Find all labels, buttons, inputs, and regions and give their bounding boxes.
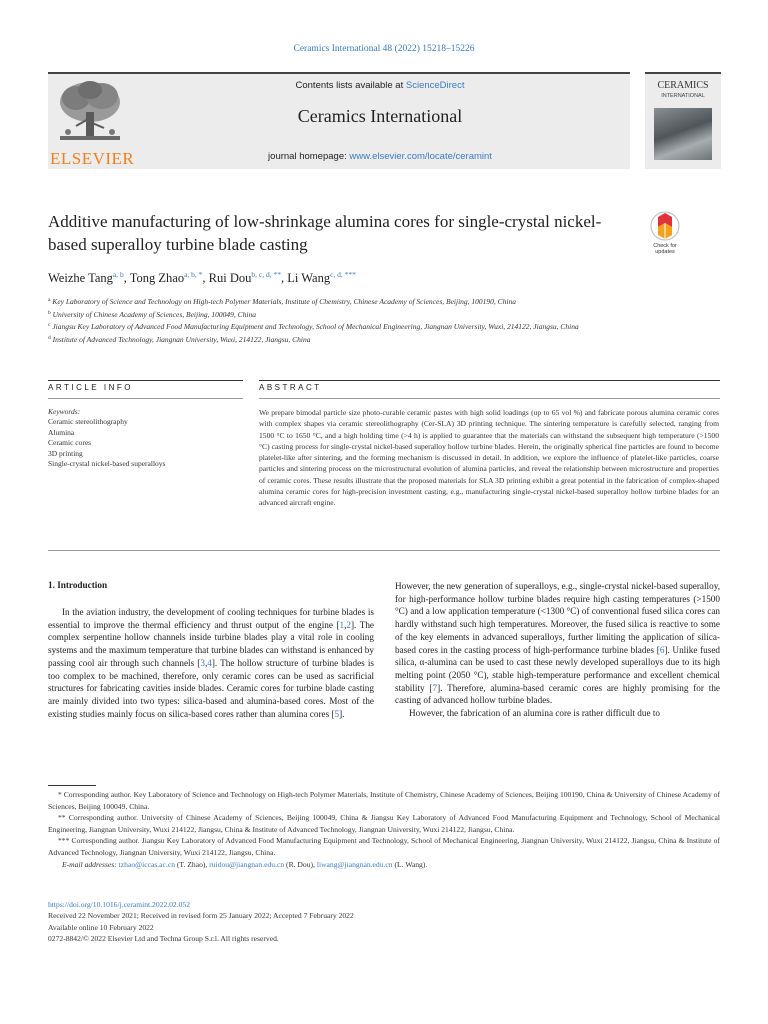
check-for-updates-button[interactable] <box>648 210 682 258</box>
elsevier-logo[interactable] <box>50 78 135 168</box>
article-info-subdivider <box>48 398 243 399</box>
affiliation-item <box>48 295 648 308</box>
abstract-heading: ABSTRACT <box>259 383 322 392</box>
author-list <box>48 270 688 286</box>
author-separator: , <box>123 271 130 285</box>
keyword-item: Ceramic stereolithography <box>48 417 128 426</box>
affiliation-mark: a <box>48 297 51 303</box>
keyword-item: 3D printing <box>48 448 83 458</box>
footnote-emails <box>48 859 720 871</box>
abstract-bottom-divider <box>48 550 720 551</box>
available-online-date: Available online 10 February 2022 <box>48 922 154 932</box>
intro-paragraph-1 <box>48 606 374 720</box>
email-link[interactable]: liwang@jiangnan.edu.cn <box>316 859 393 869</box>
intro-right-column <box>395 580 720 720</box>
contents-line <box>130 80 630 91</box>
text-run: In the aviation industry, the development of cooling techniques for turbine blades is essential to improve the thermal efficiency and thrust output of the engine [ <box>48 607 374 630</box>
affiliation-mark: c <box>48 322 51 328</box>
sciencedirect-link[interactable]: ScienceDirect <box>405 80 465 91</box>
elsevier-wordmark: ELSEVIER <box>50 149 135 168</box>
affiliation-mark: b <box>48 309 51 316</box>
journal-title[interactable]: Ceramics International <box>297 106 463 126</box>
reference-link[interactable]: 1 <box>339 619 345 630</box>
email-owner: (T. Zhao), <box>175 859 210 869</box>
text-run: ]. The hollow structure of turbine blades is too complex to be machined, therefore, only ceramic cores can be used as sacrificial structures for fabricating cavities inside blades. Ceramic cores for turbine blade casting are mainly divided into two types: silica-based and alumina-based cores. Most of the existing studies mainly focus on silica-based cores rather than alumina cores [ <box>48 657 374 719</box>
affiliation-mark: d <box>48 334 51 341</box>
homepage-label: journal homepage: <box>268 151 350 162</box>
affiliation-item <box>48 308 648 321</box>
email-label: E-mail addresses: <box>62 859 117 869</box>
email-owner: (L. Wang). <box>392 859 428 869</box>
author-separator: , <box>280 271 288 285</box>
text-run: ]. The complex serpentine hollow channels inside turbine blades play a vital role in cooling systems and the maximum temperature that turbine blades can withstand is enhanced by passing cool air through such channels [ <box>48 619 374 668</box>
article-title: Additive manufacturing of low-shrinkage alumina cores for single-crystal nickel-based superalloy turbine blade casting <box>48 212 602 254</box>
affiliation-item <box>48 320 648 333</box>
text-run: ]. <box>339 708 345 719</box>
keyword-item: Single-crystal nickel-based superalloys <box>48 459 166 468</box>
author-separator: , <box>202 271 209 285</box>
article-info-divider <box>48 380 243 381</box>
author-name[interactable]: Rui Dou <box>208 271 252 285</box>
reference-link[interactable]: 4 <box>207 657 212 668</box>
publication-info <box>48 899 720 944</box>
elsevier-tree-icon <box>54 78 126 148</box>
email-link[interactable]: ruidou@jiangnan.edu.cn <box>209 859 285 869</box>
author-affiliation-marks[interactable]: a, b, * <box>184 270 203 279</box>
homepage-link[interactable]: www.elsevier.com/locate/ceramint <box>349 151 492 162</box>
reference-link[interactable]: 6 <box>659 644 665 655</box>
author-name[interactable]: Weizhe Tang <box>48 271 113 285</box>
reference-link[interactable]: 2 <box>346 619 351 630</box>
affiliation-text: Key Laboratory of Science and Technology on High-tech Polymer Materials, Institute of Chemistry, Chinese Academy of Sciences, Beijing, 100190, China <box>50 297 516 306</box>
text-run: ]. Therefore, alumina-based ceramic cores are highly promising for the casting of advanced hollow turbine blades. <box>395 682 720 706</box>
received-dates: Received 22 November 2021; Received in revised form 25 January 2022; Accepted 7 February 2022 <box>48 911 354 921</box>
affiliation-text: Institute of Advanced Technology, Jiangnan University, Wuxi, 214122, Jiangsu, China <box>50 334 311 344</box>
journal-cover[interactable] <box>645 72 721 169</box>
keywords-list <box>48 417 238 470</box>
doi-link[interactable]: https://doi.org/10.1016/j.ceramint.2022.02.052 <box>48 900 191 909</box>
check-for-updates-icon <box>648 210 682 242</box>
keywords-label: Keywords: <box>48 407 81 416</box>
intro-paragraph-3: However, the fabrication of an alumina core is rather difficult due to <box>409 708 661 719</box>
reference-link[interactable]: 3 <box>200 657 205 668</box>
cover-title: CERAMICS <box>657 80 709 91</box>
abstract-divider <box>259 380 720 381</box>
affiliation-text: Jiangsu Key Laboratory of Advanced Food Manufacturing Equipment and Technology, School of Mechanical Engineering, Jiangnan University, Wuxi, 214122, Jiangsu, China <box>50 322 579 331</box>
article-info-heading: ARTICLE INFO <box>48 383 133 392</box>
author-affiliation-marks[interactable]: a, b <box>112 270 124 279</box>
affiliations <box>48 295 648 345</box>
contents-prefix: Contents lists available at <box>295 80 406 91</box>
footnote-corresponding-1: * Corresponding author. Key Laboratory of Science and Technology on High-tech Polymer Materials, Institute of Chemistry, Chinese Academy of Sciences, Beijing 100190, China & University of Chinese Academy of Sciences, Beijing 100049, China. <box>48 790 720 811</box>
affiliation-item <box>48 333 648 346</box>
intro-left-column <box>48 606 374 720</box>
author-affiliation-marks[interactable]: c, d, *** <box>330 270 356 279</box>
footnote-corresponding-3: *** Corresponding author. Jiangsu Key Laboratory of Advanced Food Manufacturing Equipment and Technology, School of Mechanical Engineering, Jiangnan University, Wuxi 214122, Jiangsu, China & Institute of Advanced Technology, Jiangnan University, Wuxi 214122, Jiangsu, China. <box>48 836 720 857</box>
intro-paragraph-2 <box>395 580 720 707</box>
author-affiliation-marks[interactable]: b, c, d, ** <box>251 270 281 279</box>
reference-link[interactable]: 5 <box>334 708 340 719</box>
footnotes <box>48 789 720 870</box>
text-run: However, the new generation of superalloys, e.g., single-crystal nickel-based superalloy, for high-performance hollow turbine blades require high casting temperatures (>1500 °C) and a low application temperature (<1300 °C) of conventional fused silica cores can hardly withstand such high temperatures. Moreover, the fused silica is reactive to some of the key elements in advanced superalloys, further limiting the application of silica-based cores in the casting process of high-performance turbine blades [ <box>395 581 720 655</box>
text-run: ]. Unlike fused silica, α-alumina can be used to cast these newly developed superalloys due to its high melting point (2050 °C), stable high-temperature performance and excellent chemical stability [ <box>395 644 720 693</box>
journal-homepage <box>130 151 630 162</box>
author-name[interactable]: Li Wang <box>287 271 331 285</box>
reference-link[interactable]: 7 <box>432 682 438 693</box>
check-for-updates-label: Check for updates <box>653 243 677 255</box>
keyword-item: Alumina <box>48 427 75 437</box>
footnote-divider <box>48 785 96 786</box>
footnote-corresponding-2: ** Corresponding author. University of Chinese Academy of Sciences, Beijing 100049, China & Jiangsu Key Laboratory of Advanced Food Manufacturing Equipment and Technology, School of Mechanical Engineering, Jiangnan University, Wuxi 214122, Jiangsu, China & Institute of Advanced Technology, Jiangnan University, Wuxi 214122, Jiangsu, China. <box>48 813 720 834</box>
keyword-item: Ceramic cores <box>48 438 92 447</box>
abstract-text: We prepare bimodal particle size photo-curable ceramic pastes with high solid loadings (up to 65 vol %) and fabricate porous alumina ceramic cores with complex shapes via ceramic stereolithography (Cer-SLA) 3D printing technique. The sintering temperature is carefully selected, ranging from 1500 °C to 1650 °C, and a high holding time (>4 h) is applied to guarantee that the materials can withstand the subsequent high temperature (>1500 °C) casting process for single-crystal nickel-based superalloy hollow turbine blades. Herein, the originally spherical fine particles are found to become platelet-like after sintering, and the forming mechanism is discussed in detail. In addition, we explore the influence of platelet-like particles, coarse particles and sintering process on the microstructural evolution of alumina particles, and reveal the relationship between microstructure and properties of ceramic cores. These results illustrate that the proposed materials for SLA 3D printing exhibit a great potential in the fabrication of complex-shaped alumina ceramic cores for high-precision investment casting, e.g., manufacturing single-crystal nickel-based superalloy hollow turbine blades for an advanced aircraft engine. <box>259 408 719 508</box>
cover-subtitle: INTERNATIONAL <box>661 93 705 99</box>
journal-cover-image <box>654 108 712 160</box>
section-heading-introduction: 1. Introduction <box>48 580 108 590</box>
email-owner: (R. Dou), <box>284 859 317 869</box>
copyright-notice: 0272-8842/© 2022 Elsevier Ltd and Techna Group S.r.l. All rights reserved. <box>48 933 279 943</box>
affiliation-text: University of Chinese Academy of Sciences, Beijing, 100049, China <box>50 309 256 319</box>
text-run: , <box>204 657 208 668</box>
abstract-subdivider <box>259 398 720 399</box>
text-run: , <box>344 619 347 630</box>
author-name[interactable]: Tong Zhao <box>129 271 185 285</box>
journal-reference[interactable]: Ceramics International 48 (2022) 15218–15226 <box>293 44 475 54</box>
email-link[interactable]: tzhao@iccas.ac.cn <box>118 859 175 869</box>
